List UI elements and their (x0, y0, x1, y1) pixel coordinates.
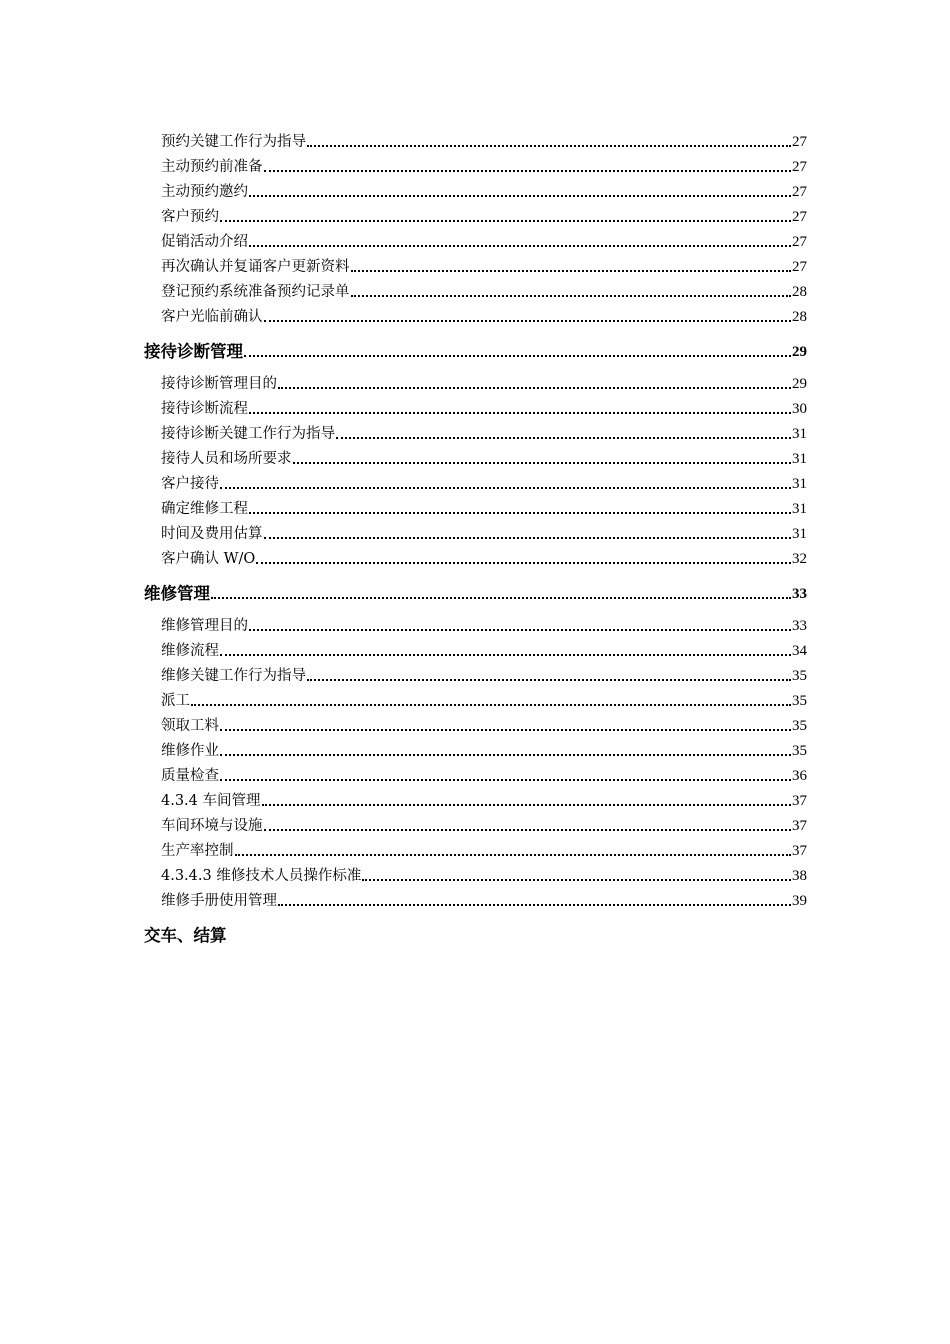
toc-dot-leader (220, 779, 791, 781)
toc-page-number: 35 (792, 693, 807, 709)
toc-section-entry[interactable] (144, 151, 807, 176)
toc-page-number: 35 (792, 718, 807, 734)
toc-section-entry[interactable] (144, 301, 807, 326)
toc-dot-leader (249, 245, 791, 247)
toc-section-entry[interactable] (144, 468, 807, 493)
toc-dot-leader (249, 629, 791, 631)
toc-dot-leader (220, 220, 791, 222)
toc-dot-leader (211, 597, 791, 599)
toc-page-number: 27 (792, 134, 807, 150)
toc-entry-title: 交车、结算 (144, 926, 227, 945)
toc-entry-title: 4.3.4.3 维修技术人员操作标准 (161, 868, 362, 884)
toc-dot-leader (191, 704, 791, 706)
toc-dot-leader (307, 679, 791, 681)
toc-entry-title: 领取工料 (161, 718, 219, 734)
toc-entry-title: 维修管理 (144, 584, 210, 603)
toc-page-number: 35 (792, 668, 807, 684)
table-of-contents (144, 126, 807, 952)
toc-entry-title: 客户接待 (161, 476, 219, 492)
toc-entry-title: 接待诊断流程 (161, 401, 248, 417)
toc-entry-title: 主动预约邀约 (161, 184, 248, 200)
toc-entry-title: 确定维修工程 (161, 501, 248, 517)
toc-dot-leader (220, 487, 791, 489)
toc-page-number: 28 (792, 309, 807, 325)
toc-dot-leader (244, 355, 791, 357)
toc-section-entry[interactable] (144, 493, 807, 518)
toc-entry-title: 再次确认并复诵客户更新资料 (161, 259, 350, 275)
toc-section-entry[interactable] (144, 443, 807, 468)
toc-entry-title: 维修作业 (161, 743, 219, 759)
toc-page-number: 39 (792, 893, 807, 909)
toc-page-number: 33 (792, 586, 807, 602)
toc-page-number: 35 (792, 743, 807, 759)
toc-entry-title: 主动预约前准备 (161, 159, 263, 175)
toc-page-number: 32 (792, 551, 807, 567)
toc-entry-title: 维修手册使用管理 (161, 893, 277, 909)
toc-page-number: 28 (792, 284, 807, 300)
toc-page-number: 31 (792, 426, 807, 442)
toc-section-entry[interactable] (144, 685, 807, 710)
toc-section-entry[interactable] (144, 635, 807, 660)
toc-page-number: 34 (792, 643, 807, 659)
toc-page-number: 36 (792, 768, 807, 784)
toc-dot-leader (278, 904, 791, 906)
toc-section-entry[interactable] (144, 810, 807, 835)
toc-section-entry[interactable] (144, 735, 807, 760)
toc-section-entry[interactable] (144, 393, 807, 418)
toc-section-entry[interactable] (144, 226, 807, 251)
toc-page-number: 37 (792, 793, 807, 809)
toc-chapter-entry[interactable] (144, 919, 807, 945)
toc-section-entry[interactable] (144, 251, 807, 276)
toc-section-entry[interactable] (144, 610, 807, 635)
toc-page-number: 31 (792, 451, 807, 467)
toc-dot-leader (220, 729, 791, 731)
toc-entry-title: 时间及费用估算 (161, 526, 263, 542)
toc-dot-leader (256, 562, 791, 564)
toc-entry-title: 维修管理目的 (161, 618, 248, 634)
toc-dot-leader (249, 512, 791, 514)
toc-page-number: 30 (792, 401, 807, 417)
toc-chapter-entry[interactable] (144, 577, 807, 603)
toc-entry-title: 促销活动介绍 (161, 234, 248, 250)
toc-dot-leader (307, 145, 791, 147)
toc-section-entry[interactable] (144, 276, 807, 301)
toc-entry-title: 4.3.4 车间管理 (161, 793, 261, 809)
toc-page-number: 27 (792, 184, 807, 200)
toc-entry-title: 维修流程 (161, 643, 219, 659)
toc-section-entry[interactable] (144, 860, 807, 885)
toc-page-number: 37 (792, 818, 807, 834)
toc-entry-title: 接待诊断管理目的 (161, 376, 277, 392)
toc-page-number: 31 (792, 476, 807, 492)
toc-dot-leader (249, 195, 791, 197)
toc-section-entry[interactable] (144, 126, 807, 151)
toc-section-entry[interactable] (144, 785, 807, 810)
toc-entry-title: 客户预约 (161, 209, 219, 225)
toc-entry-title: 登记预约系统准备预约记录单 (161, 284, 350, 300)
toc-entry-title: 接待诊断管理 (144, 342, 243, 361)
toc-page-number: 33 (792, 618, 807, 634)
toc-page-number: 31 (792, 526, 807, 542)
toc-entry-title: 客户确认 W/O (161, 551, 256, 567)
toc-page-number: 37 (792, 843, 807, 859)
toc-page-number: 29 (792, 376, 807, 392)
toc-dot-leader (362, 879, 791, 881)
toc-page-number: 27 (792, 159, 807, 175)
toc-page-number: 27 (792, 209, 807, 225)
toc-entry-title: 生产率控制 (161, 843, 234, 859)
toc-entry-title: 质量检查 (161, 768, 219, 784)
toc-dot-leader (293, 462, 792, 464)
toc-dot-leader (262, 804, 791, 806)
toc-dot-leader (351, 270, 792, 272)
toc-chapter-entry[interactable] (144, 335, 807, 361)
toc-dot-leader (249, 412, 791, 414)
toc-section-entry[interactable] (144, 176, 807, 201)
toc-section-entry[interactable] (144, 660, 807, 685)
toc-entry-title: 接待诊断关键工作行为指导 (161, 426, 335, 442)
toc-dot-leader (264, 537, 792, 539)
toc-dot-leader (278, 387, 791, 389)
toc-dot-leader (220, 654, 791, 656)
toc-entry-title: 客户光临前确认 (161, 309, 263, 325)
toc-page-number: 27 (792, 234, 807, 250)
toc-section-entry[interactable] (144, 710, 807, 735)
toc-page-number: 29 (792, 344, 807, 360)
toc-section-entry[interactable] (144, 760, 807, 785)
toc-page-number: 31 (792, 501, 807, 517)
toc-dot-leader (264, 170, 792, 172)
toc-section-entry[interactable] (144, 885, 807, 910)
toc-entry-title: 车间环境与设施 (161, 818, 263, 834)
toc-entry-title: 预约关键工作行为指导 (161, 134, 306, 150)
toc-dot-leader (264, 320, 792, 322)
toc-dot-leader (336, 437, 791, 439)
toc-page-number: 27 (792, 259, 807, 275)
toc-dot-leader (235, 854, 792, 856)
toc-entry-title: 接待人员和场所要求 (161, 451, 292, 467)
toc-section-entry[interactable] (144, 518, 807, 543)
toc-section-entry[interactable] (144, 835, 807, 860)
toc-entry-title: 派工 (161, 693, 190, 709)
toc-section-entry[interactable] (144, 368, 807, 393)
toc-section-entry[interactable] (144, 201, 807, 226)
toc-page-number: 38 (792, 868, 807, 884)
toc-section-entry[interactable] (144, 418, 807, 443)
toc-section-entry[interactable] (144, 543, 807, 568)
toc-dot-leader (351, 295, 792, 297)
toc-entry-title: 维修关键工作行为指导 (161, 668, 306, 684)
toc-dot-leader (264, 829, 792, 831)
toc-dot-leader (220, 754, 791, 756)
